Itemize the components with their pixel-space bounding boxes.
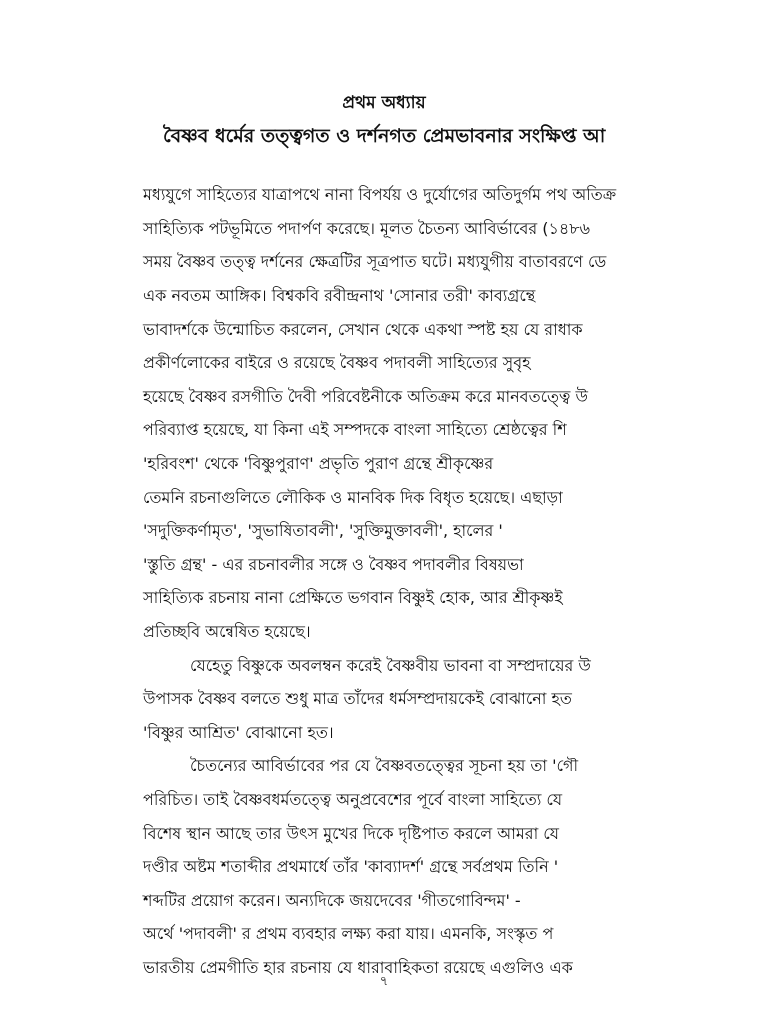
text-line: পরিব্যাপ্ত হয়েছে, যা কিনা এই সম্পদকে বাংলা সাহিত্যে শ্রেষ্ঠত্বের শি	[143, 420, 567, 439]
text-line: প্রকীর্ণলোকের বাইরে ও রয়েছে বৈষ্ণব পদাবলী সাহিত্যের সুবৃহ	[143, 353, 531, 372]
text-line: দণ্ডীর অষ্টম শতাব্দীর প্রথমার্ধে তাঁর 'কাব্যাদর্শ' গ্রন্থে সর্বপ্রথম তিনি '	[143, 857, 559, 876]
text-line: ভাবাদর্শকে উন্মোচিত করলেন, সেখান থেকে একথা স্পষ্ট হয় যে রাধাক	[143, 320, 583, 339]
text-line: অর্থে 'পদাবলী' র প্রথম ব্যবহার লক্ষ্য করা যায়। এমনকি, সংস্কৃত প	[143, 924, 554, 943]
text-line: বিশেষ স্থান আছে তার উৎস মুখের দিকে দৃষ্টিপাত করলে আমরা যে	[143, 824, 560, 843]
text-line: 'সদুক্তিকর্ণামৃত', 'সুভাষিতাবলী', 'সুক্তিমুক্তাবলী', হালের '	[143, 521, 503, 540]
text-line: 'হরিবংশ' থেকে 'বিষ্ণুপুরাণ' প্রভৃতি পুরাণ গ্রন্থে শ্রীকৃষ্ণের	[143, 454, 494, 473]
text-line: সাহিত্যিক রচনায় নানা প্রেক্ষিতে ভগবান বিষ্ণুই হোক, আর শ্রীকৃষ্ণই	[143, 588, 563, 607]
text-line: ভারতীয় প্রেমগীতি হার রচনায় যে ধারাবাহিকতা রয়েছে এগুলিও এক	[143, 958, 573, 977]
chapter-title: বৈষ্ণব ধর্মের তত্ত্বগত ও দর্শনগত প্রেমভাবনার সংক্ষিপ্ত আ	[163, 125, 606, 147]
text-line: তেমনি রচনাগুলিতে লৌকিক ও মানবিক দিক বিধৃত হয়েছে। এছাড়া	[143, 488, 563, 507]
text-line: 'স্তুতি গ্রন্থ' - এর রচনাবলীর সঙ্গে ও বৈষ্ণব পদাবলীর বিষয়ভা	[143, 555, 524, 574]
text-line: 'বিষ্ণুর আশ্রিত' বোঝানো হত।	[143, 723, 334, 742]
text-line: প্রতিচ্ছবি অন্বেষিত হয়েছে।	[143, 622, 311, 641]
text-line: মধ্যযুগে সাহিত্যের যাত্রাপথে নানা বিপর্যয় ও দুর্যোগের অতিদুর্গম পথ অতিক্র	[143, 185, 617, 204]
chapter-label: প্রথম অধ্যায়	[342, 93, 426, 113]
text-line: হয়েছে বৈষ্ণব রসগীতি দৈবী পরিবেষ্টনীকে অতিক্রম করে মানবতত্ত্বে উ	[143, 387, 588, 406]
text-line: এক নবতম আঙ্গিক। বিশ্বকবি রবীন্দ্রনাথ 'সোনার তরী' কাব্যগ্রন্থে	[143, 286, 536, 305]
text-line: যেহেতু বিষ্ণুকে অবলম্বন করেই বৈষ্ণবীয় ভাবনা বা সম্প্রদায়ের উ	[190, 656, 591, 675]
text-line: চৈতন্যের আবির্ভাবের পর যে বৈষ্ণবতত্ত্বের সূচনা হয় তা 'গৌ	[190, 756, 579, 775]
text-line: পরিচিত। তাই বৈষ্ণবধর্মতত্ত্বে অনুপ্রবেশের পূর্বে বাংলা সাহিত্যে যে	[143, 790, 563, 809]
text-line: শব্দটির প্রয়োগ করেন। অন্যদিকে জয়দেবের 'গীতগোবিন্দম' -	[143, 891, 521, 910]
page-number: ৭	[379, 974, 389, 989]
text-line: সময় বৈষ্ণব তত্ত্ব দর্শনের ক্ষেত্রটির সূত্রপাত ঘটে। মধ্যযুগীয় বাতাবরণে ডে	[143, 252, 607, 271]
text-line: সাহিত্যিক পটভূমিতে পদার্পণ করেছে। মূলত চৈতন্য আবির্ভাবের (১৪৮৬	[143, 219, 591, 238]
text-line: উপাসক বৈষ্ণব বলতে শুধু মাত্র তাঁদের ধর্মসম্প্রদায়কেই বোঝানো হত	[143, 689, 572, 708]
